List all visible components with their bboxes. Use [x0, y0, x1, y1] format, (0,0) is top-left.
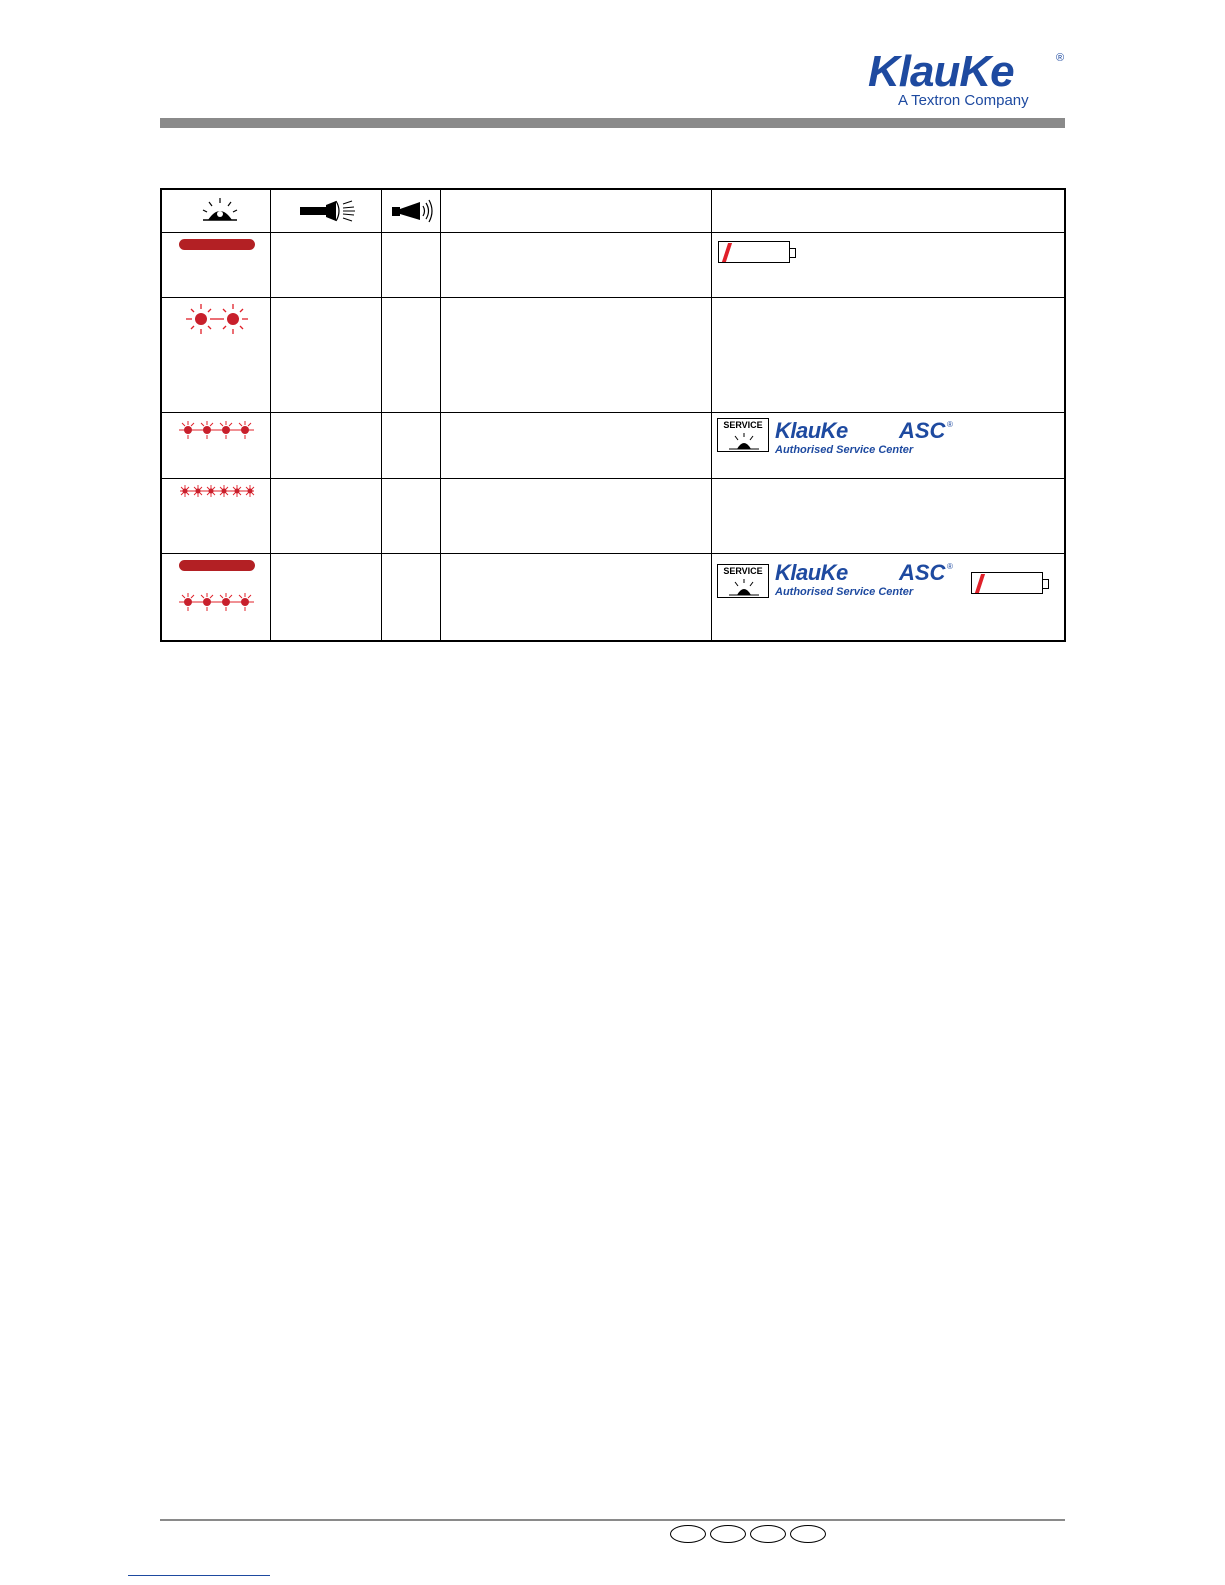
brand-registered-mark: ®: [1056, 52, 1065, 64]
language-badge-oval: [670, 1525, 706, 1543]
brand-wordmark: KlauKe: [868, 47, 1014, 96]
led-blink-4-icon: [178, 590, 256, 614]
asc-tagline: Authorised Service Center: [775, 444, 914, 456]
header-rule: [160, 118, 1065, 128]
flashlight-icon: [298, 198, 358, 224]
table-column-divider: [270, 190, 271, 640]
language-badge-oval: [710, 1525, 746, 1543]
service-label: SERVICE: [723, 566, 763, 576]
asc-registered-mark: ®: [947, 562, 953, 571]
table-column-divider: [711, 190, 712, 640]
brand-logo: [868, 47, 1068, 112]
table-row-divider: [162, 478, 1064, 479]
brand-tagline: A Textron Company: [898, 92, 1029, 109]
asc-logo: [775, 418, 953, 462]
asc-acronym: ASC: [899, 418, 946, 443]
asc-tagline: Authorised Service Center: [775, 586, 914, 598]
service-icon: [717, 418, 769, 452]
table-row-divider: [162, 553, 1064, 554]
service-lamp-icon: [729, 579, 759, 597]
table-row-divider: [162, 412, 1064, 413]
asc-brand: KlauKe: [775, 560, 848, 585]
led-blink-6-icon: [179, 484, 255, 498]
led-indicator-icon: [200, 198, 240, 224]
asc-logo: [775, 560, 953, 604]
led-blink-2-icon: [182, 302, 252, 336]
service-label: SERVICE: [723, 420, 763, 430]
service-lamp-icon: [729, 433, 759, 451]
table-row-divider: [162, 297, 1064, 298]
led-steady-red: [179, 239, 255, 250]
signal-table: [160, 188, 1066, 642]
table-row-divider: [162, 232, 1064, 233]
led-steady-red: [179, 560, 255, 571]
asc-brand: KlauKe: [775, 418, 848, 443]
battery-low-icon: [718, 241, 790, 263]
battery-low-icon: [971, 572, 1043, 594]
asc-acronym: ASC: [899, 560, 946, 585]
table-column-divider: [381, 190, 382, 640]
footer-link-underline: [128, 1575, 270, 1576]
led-blink-4-icon: [178, 418, 256, 442]
footer-rule: [160, 1519, 1065, 1521]
language-badge-oval: [750, 1525, 786, 1543]
table-column-divider: [440, 190, 441, 640]
language-badge-oval: [790, 1525, 826, 1543]
asc-registered-mark: ®: [947, 420, 953, 429]
service-icon: [717, 564, 769, 598]
horn-icon: [390, 198, 436, 224]
